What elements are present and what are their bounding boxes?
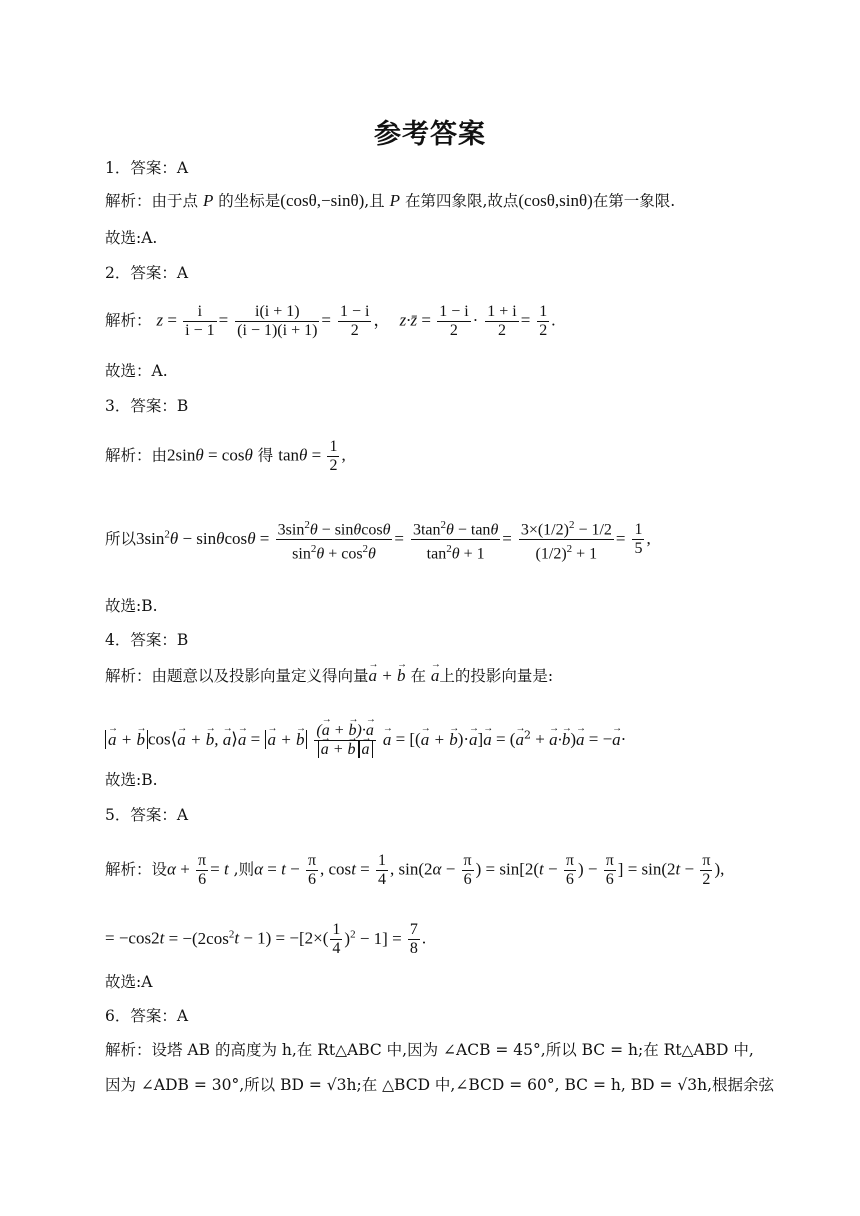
q5-answer: 5．答案：A (105, 806, 189, 824)
q1-coord2: (cosθ,sinθ) (518, 191, 593, 210)
q5-conclusion: 故选:A (105, 973, 153, 991)
q1-coord1: (cosθ,−sinθ) (280, 191, 365, 210)
q6-analysis-line1: 解析：设塔 AB 的高度为 h,在 Rt△ABC 中,因为 ∠ACB = 45°,所以 BC = h;在 Rt△ABD 中, (105, 1041, 754, 1059)
q4-conclusion: 故选:B. (105, 771, 158, 789)
q3-analysis: 解析：由2sinθ = cosθ 得 tanθ = $\frac{1}{2}$ , (105, 438, 346, 474)
q1-answer: 1．答案：A (105, 159, 189, 177)
q3-answer: 3．答案：B (105, 397, 189, 415)
q4-derivation: → a + → b cos⟨→ a + → b, → a⟩→ a = → a + → b (→ a + → b)·→ a → a + → b→ a → a = [(→ a + → b)·→ a]→ a = (→ $a^2$ + → a·→ b)→ a = −→ a· (105, 722, 626, 759)
q6-analysis-line2: 因为 ∠ADB = 30°,所以 BD = √3h;在 △BCD 中,∠BCD = 60°, BC = h, BD = √3h,根据余弦 (105, 1076, 775, 1094)
q3-conclusion: 故选:B. (105, 597, 158, 615)
q5-analysis: 解析：设α + $\frac{\pi}{6}$ = t ,则α = t − $\frac{\pi}{6}$ , cost = $\frac{1}{4}$ , sin(2α − $\frac{\pi}{6}$ ) = sin[2(t − $\frac{\pi}{6}$ ) − $\frac{\pi}{6}$ ] = sin(2t − $\frac{\pi}{2}$ ), (105, 852, 725, 888)
q3-derivation: 所以$3\sin^2\theta - \sin\theta\cos\theta$ = $\frac{3\sin^2\theta - \sin\theta\cos\theta}{\sin^2\theta + \cos^2\theta}$ = $\frac{3\tan^2\theta - \tan\theta}{\tan^2\theta + 1}$ = $\frac{3\times(1/2)^2 - 1/2}{(1/2)^2 + 1}$ = $\frac{1}{5}$ , (105, 516, 651, 564)
q4-answer: 4．答案：B (105, 631, 189, 649)
q4-analysis: 解析：由题意以及投影向量定义得向量→ a + → b 在 → a上的投影向量是: (105, 666, 553, 686)
q1-conclusion: 故选:A. (105, 229, 158, 247)
q1-analysis: 解析：由于点 P 的坐标是(cosθ,−sinθ),且 P 在第四象限,故点(cosθ,sinθ)在第一象限. (105, 191, 676, 210)
q6-answer: 6．答案：A (105, 1007, 189, 1025)
q2-conclusion: 故选：A. (105, 362, 168, 380)
q2-analysis: 解析： z = $\frac{i}{i - 1}$ = $\frac{i(i + 1)}{(i - 1)(i + 1)}$ = $\frac{1 - i}{2}$ ， z·z̄ = $\frac{1 - i}{2}$ · $\frac{1 + i}{2}$ = $\frac{1}{2}$ . (105, 303, 556, 339)
q2-answer: 2．答案：A (105, 264, 189, 282)
q5-derivation: = $-\cos 2t = -(2\cos^2t - 1) = -[2\times$( $\frac{1}{4}$ )$^2$ − 1] = $\frac{7}{8}$ . (105, 921, 427, 957)
page-title: 参考答案 (374, 119, 486, 150)
